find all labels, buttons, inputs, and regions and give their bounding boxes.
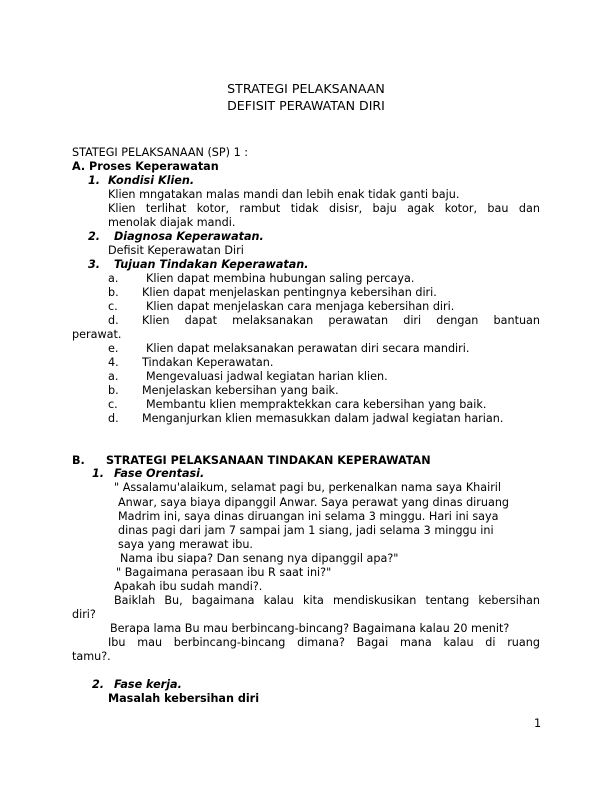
orientasi-line: dinas pagi dari jam 7 sampai jam 1 siang, jadi selama 3 minggu ini [118,524,494,537]
kerja-num: 2. [92,678,105,691]
orientasi-label: Fase Orentasi. [114,467,205,480]
list-text: Tindakan Keperawatan. [142,356,274,369]
kondisi-line-3: menolak diajak mandi. [108,216,236,229]
title-line-2: DEFISIT PERAWATAN DIRI [227,98,385,113]
word: agak [407,202,435,215]
section-b-mark: B. [72,454,85,467]
word: bau [487,202,509,215]
word: Bu, [164,594,183,607]
section-b-heading: STRATEGI PELAKSANAAN TINDAKAN KEPERAWATAN [106,454,431,467]
orientasi-line: Madrim ini, saya dinas diruangan ini selama 3 minggu. Hari ini saya [118,510,499,523]
word: mau [137,636,163,649]
word: diri [403,314,422,327]
word: kotor, [444,202,478,215]
title-line-1: STRATEGI PELAKSANAAN [227,81,385,96]
paragraph-baiklah [114,594,540,608]
word: kalau [443,636,474,649]
word: tentang [425,594,470,607]
word: kita [303,594,324,607]
orientasi-line: " Bagaimana perasaan ibu R saat ini?" [116,566,332,579]
list-text: Menjelaskan kebersihan yang baik. [142,384,339,397]
word: Baiklah [114,594,156,607]
list-text: Membantu klien mempraktekkan cara kebersihan yang baik. [146,398,487,411]
orientasi-line: Anwar, saya biaya dipanggil Anwar. Saya perawat yang dinas diruang [118,496,510,509]
word: melaksanakan [232,314,314,327]
word: berbincang-bincang [173,636,286,649]
word: bantuan [493,314,540,327]
word: rambut [239,202,281,215]
tujuan-item-text: Klien dapat menjelaskan pentingnya kebersihan diri. [142,286,437,299]
paragraph-baiklah-cont: diri? [72,608,96,621]
word: dengan [436,314,479,327]
word: Klien [108,202,136,215]
word: dan [518,202,540,215]
word: baju [372,202,397,215]
orientasi-line: saya yang merawat ibu. [118,538,253,551]
diagnosa-text: Defisit Keperawatan Diri [108,244,244,257]
orientasi-line: Apakah ibu sudah mandi?. [114,580,263,593]
tujuan-item-mark: a. [108,272,119,285]
word: mendiskusikan [333,594,417,607]
kerja-subheading: Masalah kebersihan diri [108,692,260,705]
tujuan-item-text: Klien dapat menjelaskan cara menjaga kebersihan diri. [146,300,455,313]
tujuan-item-d-cont: perawat. [72,328,122,341]
word: mana [399,636,432,649]
kerja-label: Fase kerja. [114,678,182,691]
word: ruang [507,636,540,649]
diagnosa-label: Diagnosa Keperawatan. [114,230,264,243]
word: terlihat [145,202,187,215]
list-mark: c. [108,398,118,411]
word: kotor, [196,202,230,215]
word: Bagai [356,636,389,649]
tujuan-item-mark: d. [108,314,119,327]
list-text: Klien dapat melaksanakan perawatan diri secara mandiri. [146,342,470,355]
word: kalau [263,594,294,607]
word: perawatan [328,314,389,327]
orientasi-line: Nama ibu siapa? Dan senang nya dipanggil apa?" [120,552,399,565]
tujuan-item-mark: b. [108,286,119,299]
section-a-heading: A. Proses Keperawatan [72,160,219,173]
list-mark: d. [108,412,119,425]
tujuan-label: Tujuan Tindakan Keperawatan. [114,258,309,271]
word: tidak [290,202,319,215]
kondisi-line-2 [108,202,540,216]
page-number: 1 [534,717,542,730]
list-mark: e. [108,342,119,355]
tujuan-num: 3. [88,258,101,271]
word: bagaimana [191,594,255,607]
tujuan-item-text: Klien dapat membina hubungan saling percaya. [146,272,415,285]
paragraph-ibu-cont: tamu?. [72,650,111,663]
list-mark: 4. [108,356,119,369]
paragraph-berapa: Berapa lama Bu mau berbincang-bincang? Bagaimana kalau 20 menit? [110,622,510,635]
list-mark: b. [108,384,119,397]
kondisi-label: Kondisi Klien. [108,174,195,187]
word: dapat [184,314,217,327]
paragraph-ibu [108,636,540,650]
word: di [485,636,496,649]
word: kebersihan [478,594,540,607]
list-text: Mengevaluasi jadwal kegiatan harian klien. [146,370,388,383]
sp-heading: STATEGI PELAKSANAAN (SP) 1 : [72,146,249,159]
word: dimana? [297,636,345,649]
word: Klien [142,314,170,327]
kondisi-line-1: Klien mngatakan malas mandi dan lebih enak tidak ganti baju. [108,188,460,201]
orientasi-line: " Assalamu'alaikum, selamat pagi bu, perkenalkan nama saya Khairil [114,481,502,494]
tujuan-item-d [142,314,540,328]
list-text: Menganjurkan klien memasukkan dalam jadwal kegiatan harian. [142,412,504,425]
kondisi-num: 1. [88,174,101,187]
word: Ibu [108,636,126,649]
list-mark: a. [108,370,119,383]
orientasi-num: 1. [92,467,105,480]
diagnosa-num: 2. [88,230,101,243]
tujuan-item-mark: c. [108,300,118,313]
word: disisr, [329,202,363,215]
